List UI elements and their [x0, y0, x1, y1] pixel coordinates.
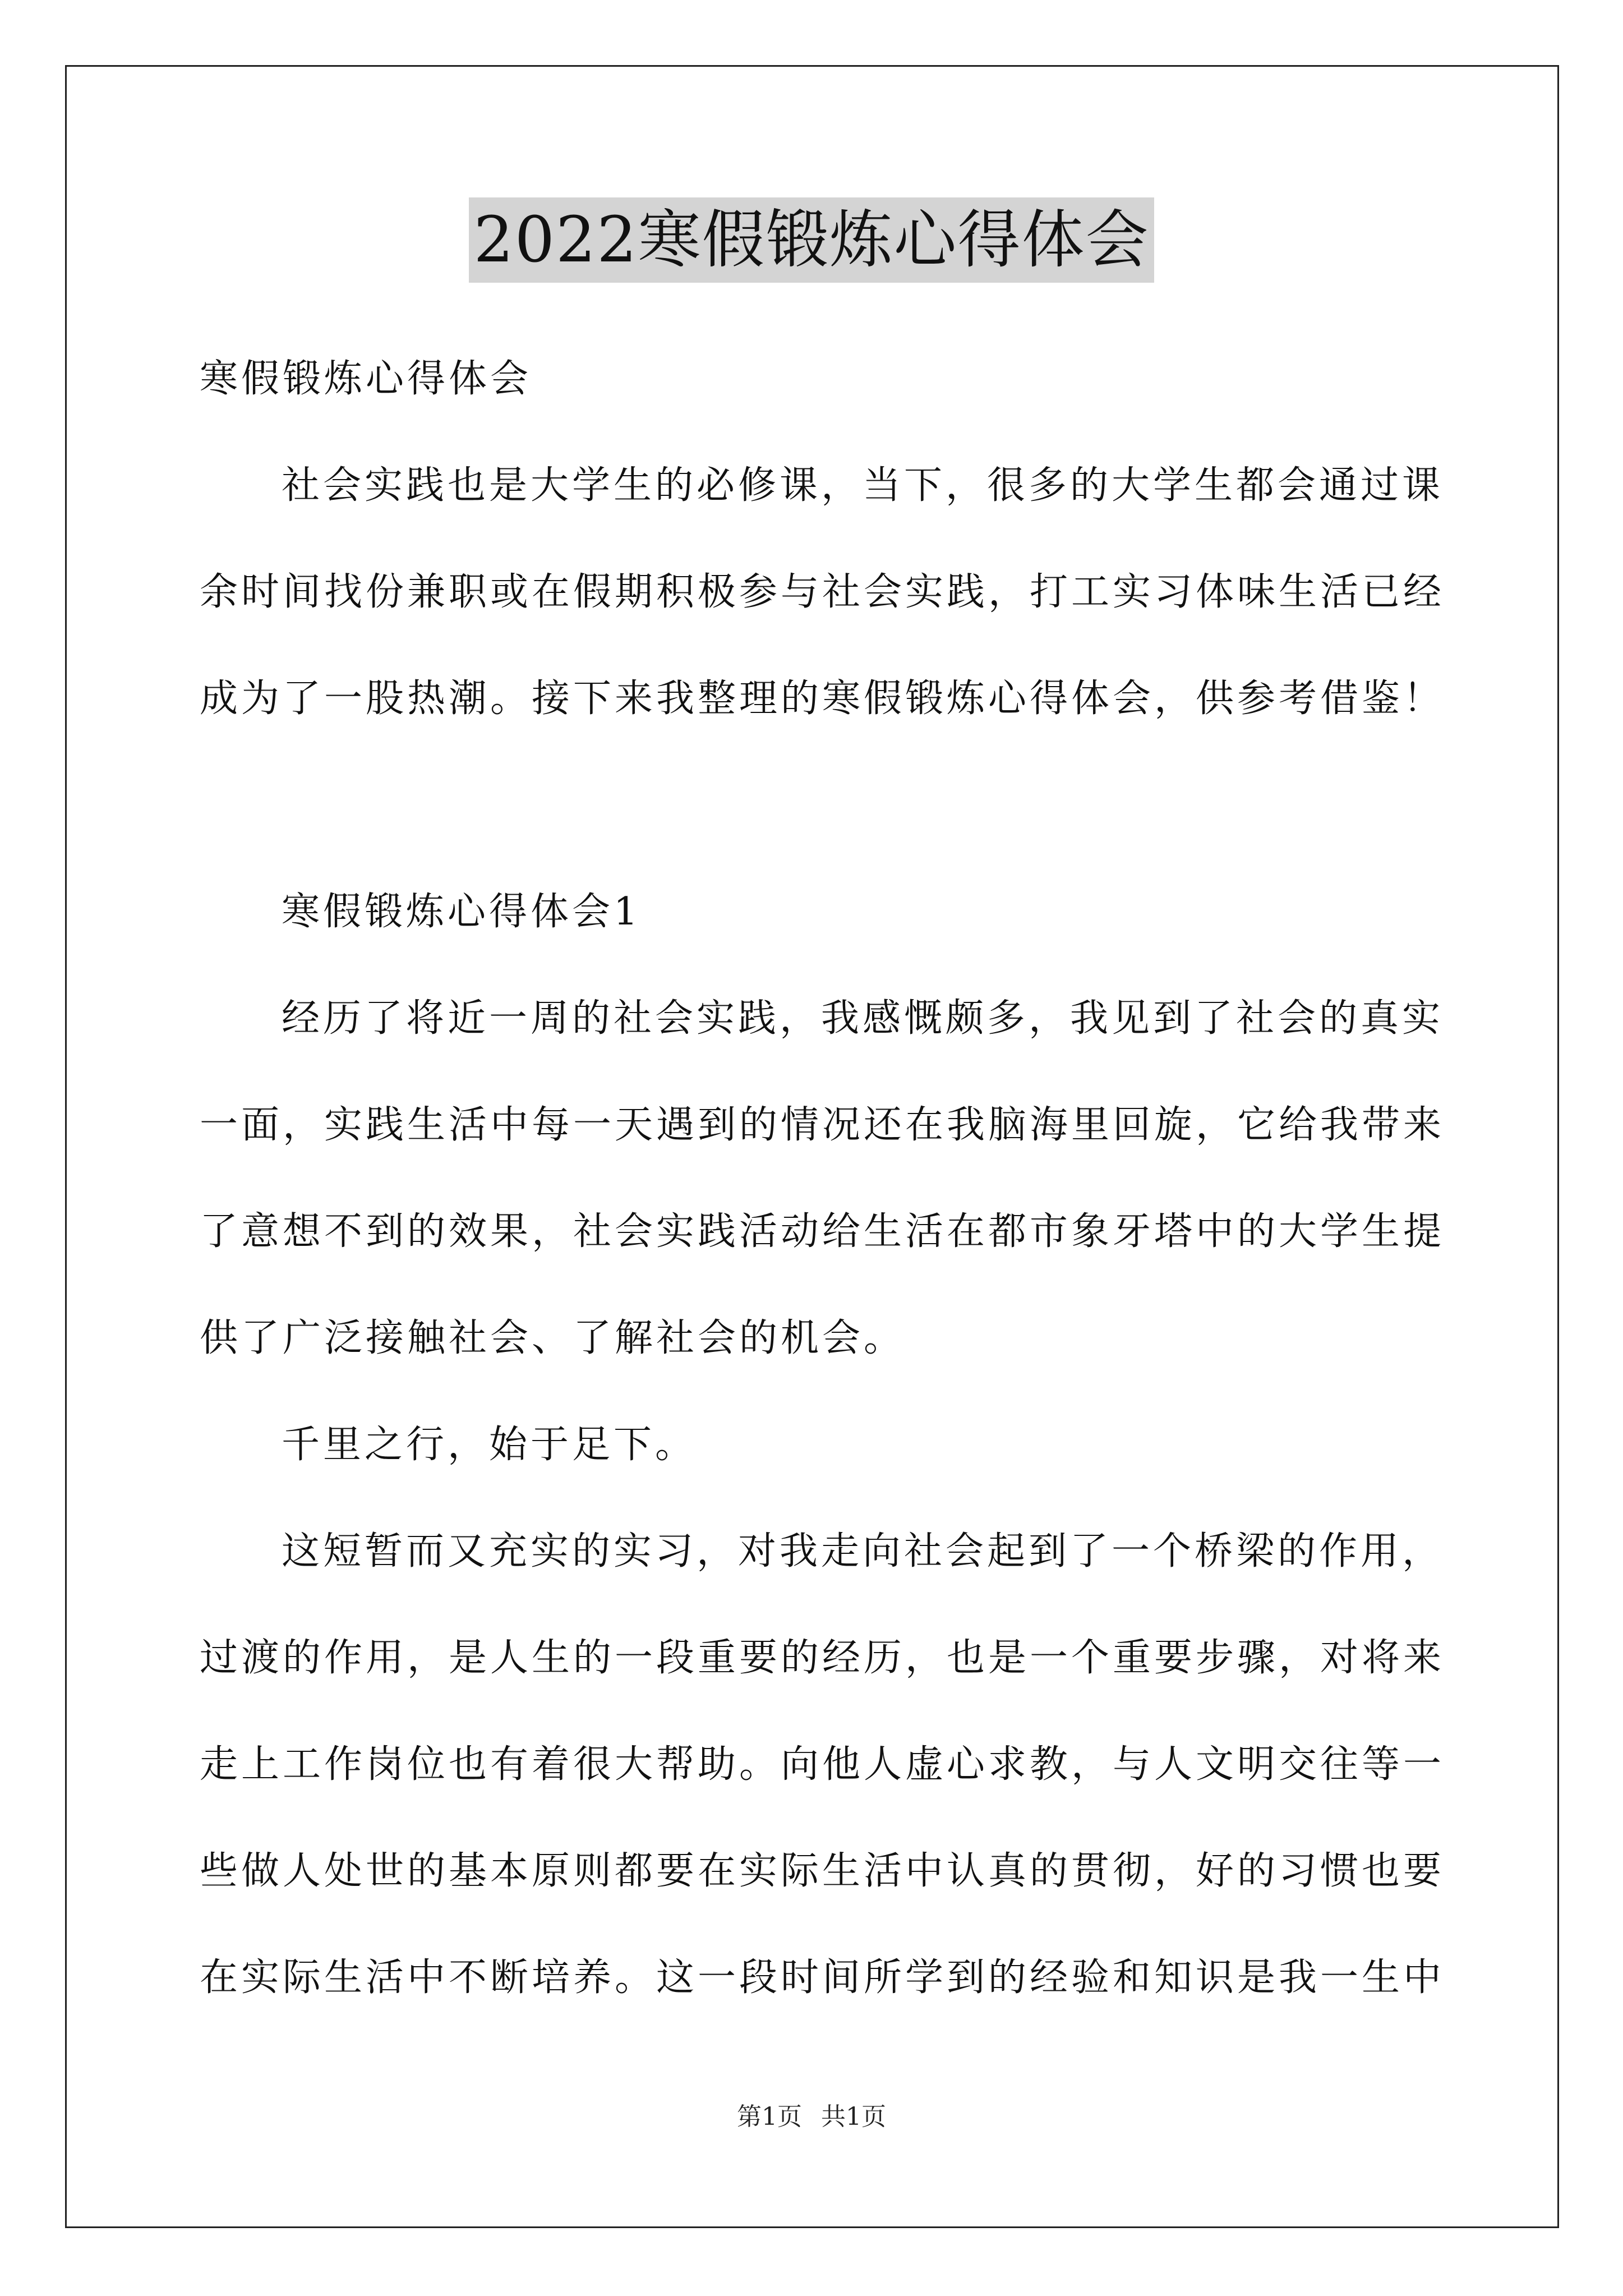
paragraph-line: 过渡的作用，是人生的一段重要的经历，也是一个重要步骤，对将来 — [200, 1636, 1445, 1680]
paragraph-line: 在实际生活中不断培养。这一段时间所学到的经验和知识是我一生中 — [200, 1955, 1445, 2000]
document-title: 2022寒假锻炼心得体会 — [469, 197, 1154, 283]
page-total: 共1页 — [821, 2102, 886, 2131]
paragraph-line: 一面，实践生活中每一天遇到的情况还在我脑海里回旋，它给我带来 — [200, 1103, 1445, 1147]
paragraph-line: 经历了将近一周的社会实践，我感慨颇多，我见到了社会的真实 — [282, 996, 1444, 1041]
paragraph-line: 成为了一股热潮。接下来我整理的寒假锻炼心得体会，供参考借鉴！ — [200, 677, 1445, 721]
subtitle-line: 寒假锻炼心得体会 — [200, 357, 532, 401]
paragraph-line: 了意想不到的效果，社会实践活动给生活在都市象牙塔中的大学生提 — [200, 1209, 1445, 1254]
paragraph-line: 些做人处世的基本原则都要在实际生活中认真的贯彻，好的习惯也要 — [200, 1849, 1445, 1893]
paragraph-line: 供了广泛接触社会、了解社会的机会。 — [200, 1316, 906, 1360]
page-footer — [0, 2100, 1623, 2134]
paragraph-line: 余时间找份兼职或在假期积极参与社会实践，打工实习体味生活已经 — [200, 570, 1445, 614]
paragraph-line: 这短暂而又充实的实习，对我走向社会起到了一个桥梁的作用， — [282, 1529, 1444, 1573]
section-heading: 寒假锻炼心得体会1 — [282, 890, 642, 934]
paragraph-line: 千里之行，始于足下。 — [282, 1423, 697, 1467]
paragraph-line: 走上工作岗位也有着很大帮助。向他人虚心求教，与人文明交往等一 — [200, 1742, 1445, 1787]
page-number: 第1页 — [737, 2102, 802, 2131]
paragraph-line: 社会实践也是大学生的必修课，当下，很多的大学生都会通过课 — [282, 463, 1444, 508]
title-container — [0, 197, 1623, 283]
